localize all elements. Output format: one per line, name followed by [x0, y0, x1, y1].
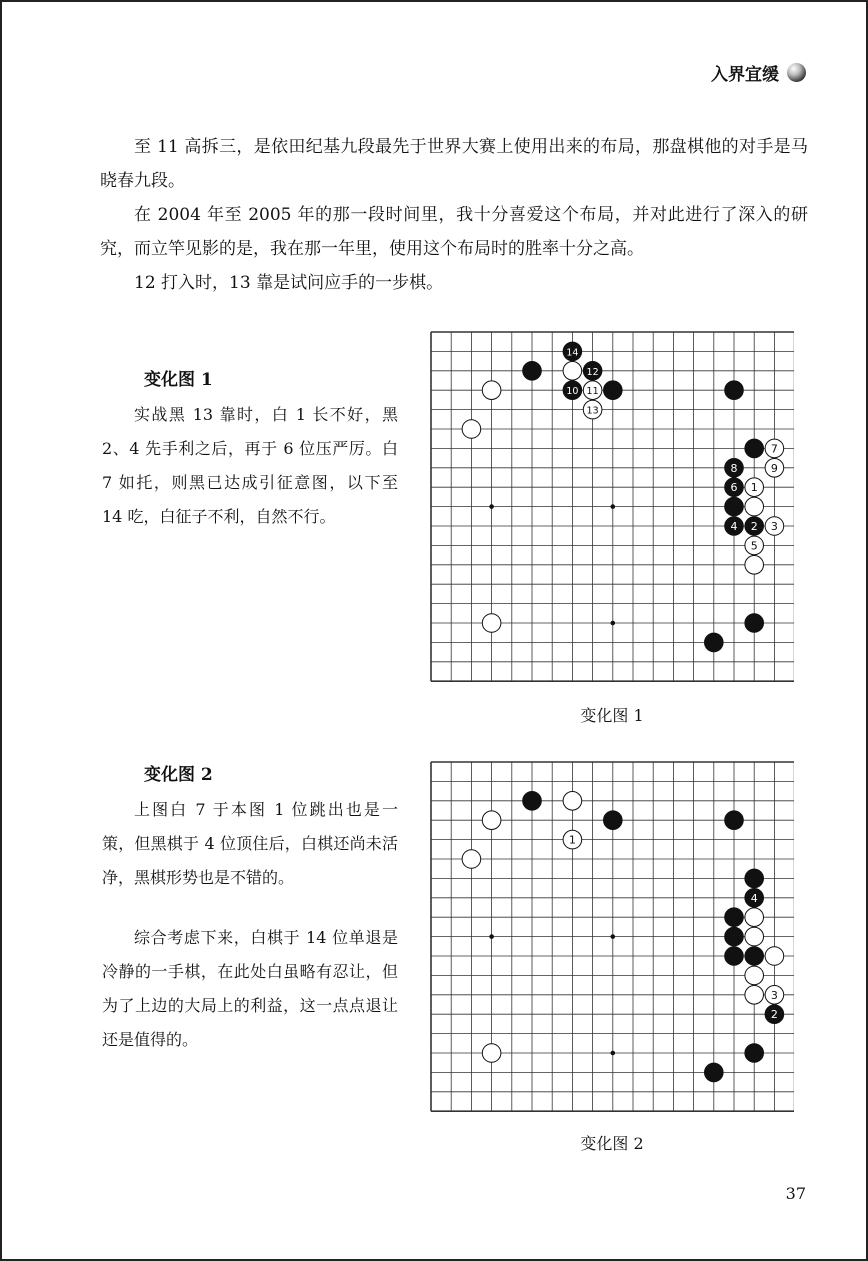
black-stone: [725, 517, 744, 536]
black-stone: [745, 947, 764, 966]
white-stone: [745, 927, 764, 946]
stone-move-number: 2: [770, 1008, 778, 1022]
white-stone: [765, 986, 784, 1005]
white-stone: [482, 1044, 501, 1063]
black-stone: [523, 362, 542, 381]
variation1-text: [102, 398, 398, 534]
star-point: [611, 621, 616, 626]
star-point: [611, 504, 616, 509]
variation2-text: [102, 793, 398, 1057]
black-stone: [745, 889, 764, 908]
go-board-1: [430, 331, 794, 683]
white-stone: [482, 381, 501, 400]
black-stone: [725, 381, 744, 400]
stone-move-number: 2: [750, 520, 758, 533]
stone-move-number: 12: [586, 366, 599, 378]
intro-paragraph-3: 12 打入时，13 靠是试问应手的一步棋。: [134, 273, 444, 293]
star-point: [611, 1051, 616, 1056]
black-stone: [745, 1044, 764, 1063]
white-stone: [462, 850, 481, 869]
black-stone: [745, 517, 764, 536]
star-point: [489, 504, 494, 509]
stone-move-number: 1: [568, 833, 576, 847]
black-stone: [745, 869, 764, 888]
black-stone: [725, 478, 744, 497]
stone-move-number: 9: [770, 461, 778, 475]
variation1-paragraph: 实战黑 13 靠时，白 1 长不好，黑 2、4 先手利之后，再于 6 位压严厉。白 7 如托，则黑已达成引征意图，以下至 14 吃，白征子不利，自然不行。: [102, 405, 398, 526]
intro-paragraph-1: 至 11 高拆三，是依田纪基九段最先于世界大赛上使用出来的布局，那盘棋他的对手是马晓春九段。: [100, 137, 808, 191]
stone-move-number: 6: [730, 481, 738, 495]
white-stone: [745, 497, 764, 516]
intro-text: [100, 130, 808, 300]
white-stone: [583, 400, 602, 419]
white-stone: [563, 362, 582, 381]
white-stone: [745, 536, 764, 555]
black-stone: [725, 927, 744, 946]
black-stone: [523, 792, 542, 811]
go-board-2: [430, 761, 794, 1113]
black-stone: [725, 947, 744, 966]
stone-move-number: 8: [730, 461, 738, 475]
star-point: [489, 934, 494, 939]
black-stone: [604, 381, 623, 400]
stone-move-number: 4: [750, 891, 758, 905]
white-stone: [745, 478, 764, 497]
white-stone: [563, 792, 582, 811]
white-stone: [765, 439, 784, 458]
intro-paragraph-2: 在 2004 年至 2005 年的那一段时间里，我十分喜爱这个布局，并对此进行了深入的研究，而立竿见影的是，我在那一年里，使用这个布局时的胜率十分之高。: [100, 205, 808, 259]
stone-move-number: 14: [566, 347, 579, 359]
white-stone: [462, 420, 481, 439]
white-stone: [563, 830, 582, 849]
black-stone: [725, 811, 744, 830]
go-stone-icon: [787, 63, 806, 82]
running-header: [711, 60, 806, 85]
black-stone: [705, 1063, 724, 1082]
variation2-paragraph-2: 综合考虑下来，白棋于 14 位单退是冷静的一手棋，在此处白虽略有忍让，但为了上边的大局上的利益，这一点点退让还是值得的。: [102, 928, 398, 1049]
stone-move-number: 1: [750, 481, 758, 495]
header-title: 入界宜缓: [711, 65, 779, 85]
white-stone: [482, 614, 501, 633]
variation1-caption: 变化图 1: [580, 706, 644, 725]
white-stone: [765, 459, 784, 478]
stone-move-number: 3: [770, 988, 778, 1002]
black-stone: [745, 439, 764, 458]
variation1-title: 变化图 1: [144, 370, 213, 390]
page-number: 37: [785, 1184, 806, 1203]
stone-move-number: 10: [566, 386, 579, 398]
stone-move-number: 13: [586, 405, 599, 417]
black-stone: [604, 811, 623, 830]
white-stone: [482, 811, 501, 830]
stone-move-number: 7: [770, 442, 778, 456]
variation2-paragraph-1: 上图白 7 于本图 1 位跳出也是一策，但黑棋于 4 位顶住后，白棋还尚未活净，黑棋形势也是不错的。: [102, 800, 398, 887]
white-stone: [745, 986, 764, 1005]
black-stone: [563, 381, 582, 400]
variation2-title: 变化图 2: [144, 765, 213, 785]
white-stone: [745, 908, 764, 927]
white-stone: [583, 381, 602, 400]
stone-move-number: 11: [586, 386, 599, 398]
white-stone: [745, 966, 764, 985]
black-stone: [725, 497, 744, 516]
black-stone: [725, 459, 744, 478]
white-stone: [765, 517, 784, 536]
star-point: [611, 934, 616, 939]
white-stone: [745, 556, 764, 575]
black-stone: [705, 633, 724, 652]
stone-move-number: 4: [730, 520, 738, 533]
black-stone: [745, 614, 764, 633]
black-stone: [725, 908, 744, 927]
stone-move-number: 3: [770, 520, 778, 533]
black-stone: [563, 342, 582, 361]
stone-move-number: 5: [750, 539, 758, 553]
black-stone: [765, 1005, 784, 1024]
white-stone: [765, 947, 784, 966]
black-stone: [583, 362, 602, 381]
variation2-caption: 变化图 2: [580, 1134, 644, 1153]
